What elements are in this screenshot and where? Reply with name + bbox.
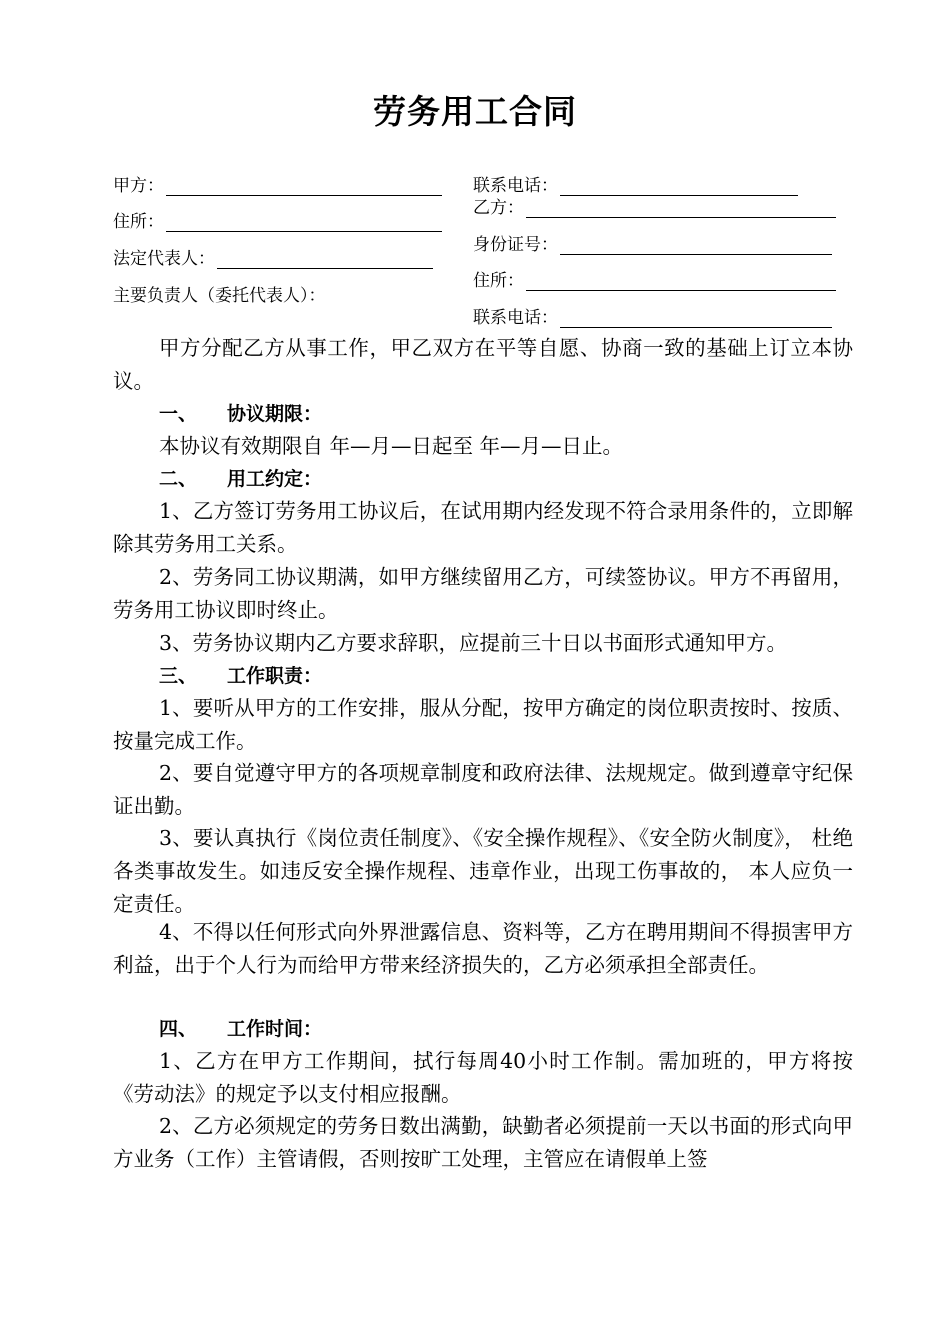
employment-clause-1: 1、乙方签订劳务用工协议后，在试用期内经发现不符合录用条件的，立即解除其劳务用工关系。 [113,499,853,556]
phone-a-label: 联系电话： [473,176,558,196]
term-paragraph: 本协议有效期限自 年—月—日起至 年—月—日止。 [159,434,624,458]
party-a-blank[interactable] [166,177,442,196]
legal-rep-label: 法定代表人： [113,249,215,269]
party-b-label: 乙方： [473,198,524,218]
party-b-blank[interactable] [526,199,836,218]
section-title-3: 工作职责： [227,665,323,687]
duty-clause-3: 3、要认真执行《岗位责任制度》、《安全操作规程》、《安全防火制度》， 杜绝各类事故发生。如违反安全操作规程、违章作业，出现工伤事故的， 本人应负一定责任。 [113,826,853,916]
address-b-blank[interactable] [526,272,836,291]
address-a-field [113,207,442,232]
section-number-1: 一、 [159,403,198,425]
section-number-2: 二、 [159,468,198,490]
section-title-4: 工作时间： [227,1018,323,1040]
address-b-field [473,266,836,291]
address-a-blank[interactable] [166,213,442,232]
worktime-clause-1: 1、乙方在甲方工作期间，拭行每周40小时工作制。需加班的，甲方将按《劳动法》的规定予以支付相应报酬。 [113,1049,853,1106]
section-heading-4 [113,1013,853,1046]
party-a-label: 甲方： [113,176,164,196]
employment-clause-3: 3、劳务协议期内乙方要求辞职，应提前三十日以书面形式通知甲方。 [159,631,788,655]
address-a-label: 住所： [113,212,164,232]
duty-clause-1: 1、要听从甲方的工作安排，服从分配，按甲方确定的岗位职责按时、按质、按量完成工作。 [113,696,853,753]
section-title-1: 协议期限： [227,403,323,425]
phone-b-field [473,303,832,328]
party-b-field [473,193,836,218]
section-heading-1 [113,398,853,431]
document-title: 劳务用工合同 [373,92,577,131]
id-number-label: 身份证号： [473,235,558,255]
intro-paragraph: 甲方分配乙方从事工作，甲乙双方在平等自愿、协商一致的基础上订立本协议。 [113,336,853,393]
employment-clause-2: 2、劳务同工协议期满，如甲方继续留用乙方，可续签协议。甲方不再留用，劳务用工协议即时终止。 [113,565,853,622]
phone-b-label: 联系电话： [473,308,558,328]
principal-field [113,281,326,306]
address-b-label: 住所： [473,271,524,291]
worktime-clause-2: 2、乙方必须规定的劳务日数出满勤，缺勤者必须提前一天以书面的形式向甲方业务（工作）主管请假，否则按旷工处理，主管应在请假单上签 [113,1114,853,1171]
section-heading-2 [113,463,853,496]
id-number-blank[interactable] [560,236,832,255]
phone-b-blank[interactable] [560,309,832,328]
id-number-field [473,230,832,255]
section-number-4: 四、 [159,1018,198,1040]
legal-rep-field [113,244,433,269]
section-title-2: 用工约定： [227,468,323,490]
principal-label: 主要负责人（委托代表人）： [113,286,326,306]
duty-clause-4: 4、不得以任何形式向外界泄露信息、资料等，乙方在聘用期间不得损害甲方利益，出于个人行为而给甲方带来经济损失的，乙方必须承担全部责任。 [113,920,853,977]
section-number-3: 三、 [159,665,198,687]
duty-clause-2: 2、要自觉遵守甲方的各项规章制度和政府法律、法规规定。做到遵章守纪保证出勤。 [113,761,853,818]
party-a-field [113,171,442,196]
legal-rep-blank[interactable] [217,250,433,269]
section-heading-3 [113,660,853,693]
